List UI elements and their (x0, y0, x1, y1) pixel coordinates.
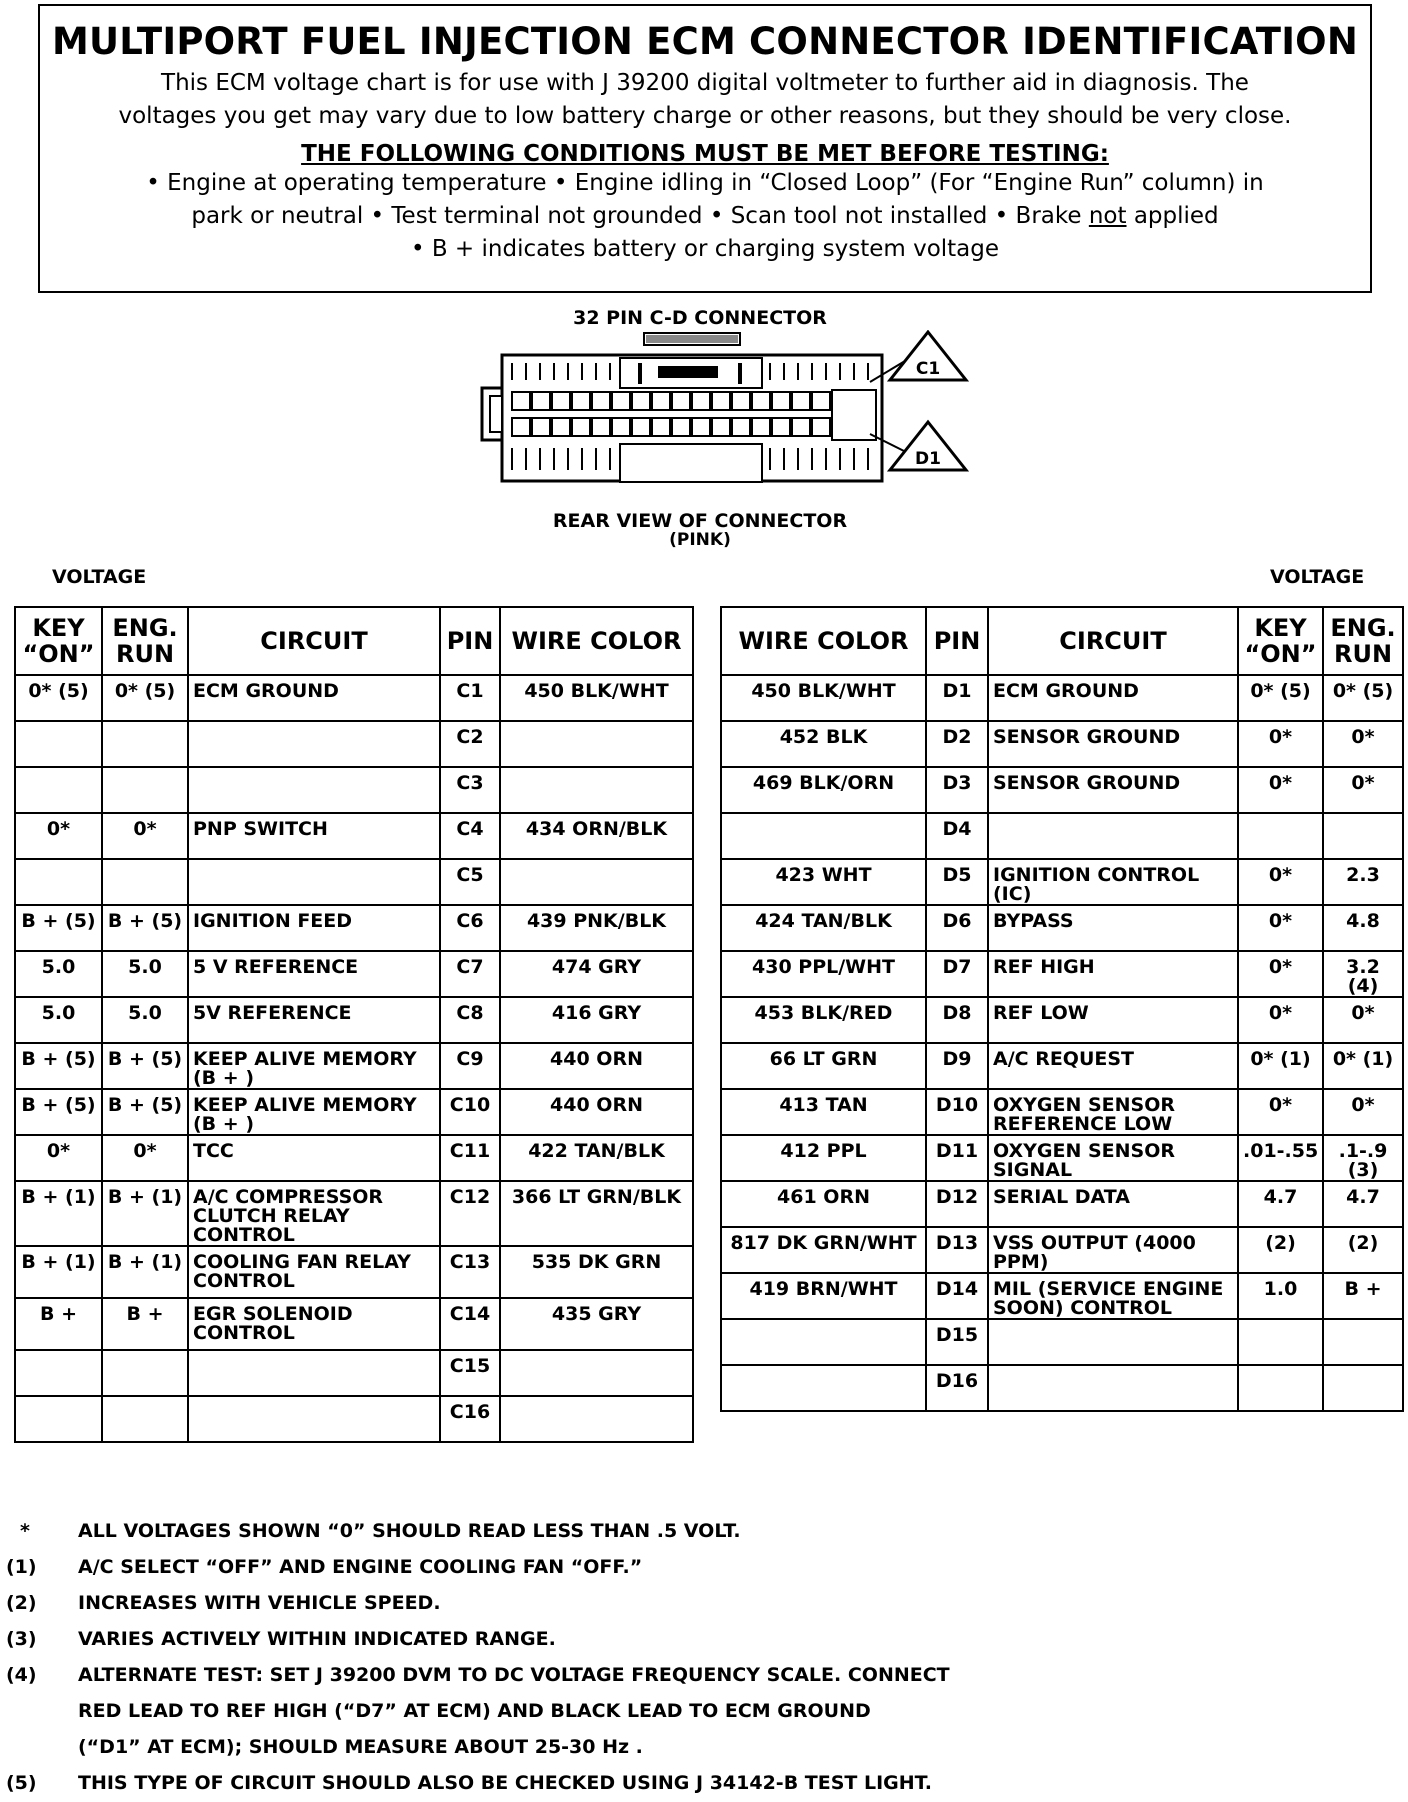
table-row (721, 1043, 1403, 1089)
pin-id: D14 (926, 1273, 988, 1319)
eng-run-voltage (1323, 1319, 1403, 1365)
key-on-voltage: B + (5) (15, 905, 102, 951)
pin-id: C11 (440, 1135, 500, 1181)
eng-run-voltage: 0* (5) (102, 675, 188, 721)
wire-color: 535 DK GRN (500, 1246, 693, 1298)
key-on-voltage: (2) (1238, 1227, 1323, 1273)
circuit-name (188, 721, 440, 767)
key-on-voltage: 0* (5) (1238, 675, 1323, 721)
key-on-voltage (1238, 1319, 1323, 1365)
eng-run-voltage: 0* (1323, 997, 1403, 1043)
header-pin: PIN (926, 607, 988, 675)
circuit-name: IGNITION CONTROL (IC) (988, 859, 1238, 905)
table-row (15, 767, 693, 813)
circuit-name: 5V REFERENCE (188, 997, 440, 1043)
wire-color: 416 GRY (500, 997, 693, 1043)
wire-color (721, 1319, 926, 1365)
circuit-name: REF HIGH (988, 951, 1238, 997)
pin-id: C6 (440, 905, 500, 951)
circuit-name (188, 767, 440, 813)
footnote-key: (2) (6, 1592, 37, 1614)
header-eng-run: ENG. RUN (102, 607, 188, 675)
wire-color: 434 ORN/BLK (500, 813, 693, 859)
footnote-text: VARIES ACTIVELY WITHIN INDICATED RANGE. (78, 1628, 556, 1650)
table-row (721, 859, 1403, 905)
circuit-name: SENSOR GROUND (988, 767, 1238, 813)
wire-color: 413 TAN (721, 1089, 926, 1135)
pin-id: C15 (440, 1350, 500, 1396)
wire-color: 450 BLK/WHT (500, 675, 693, 721)
pin-id: D6 (926, 905, 988, 951)
circuit-name: ECM GROUND (988, 675, 1238, 721)
c1-label: C1 (915, 359, 941, 379)
circuit-name: IGNITION FEED (188, 905, 440, 951)
eng-run-voltage: B + (5) (102, 1089, 188, 1135)
wire-color: 817 DK GRN/WHT (721, 1227, 926, 1273)
key-on-voltage: B + (15, 1298, 102, 1350)
eng-run-voltage: 0* (5) (1323, 675, 1403, 721)
pin-id: D10 (926, 1089, 988, 1135)
not-underlined: not (1088, 203, 1127, 229)
circuit-name (188, 1350, 440, 1396)
intro-line-1: This ECM voltage chart is for use with J 39200 digital voltmeter to further aid in diagnosis. The (161, 70, 1249, 96)
eng-run-voltage (102, 859, 188, 905)
key-on-voltage: 0* (5) (15, 675, 102, 721)
footnote-text: ALL VOLTAGES SHOWN “0” SHOULD READ LESS THAN .5 VOLT. (78, 1520, 741, 1542)
circuit-name (988, 1365, 1238, 1411)
wire-color (500, 859, 693, 905)
rear-view-label: REAR VIEW OF CONNECTOR (552, 510, 848, 532)
c-connector-table (14, 606, 694, 1443)
circuit-name: TCC (188, 1135, 440, 1181)
eng-run-voltage: 0* (102, 813, 188, 859)
table-row (721, 1089, 1403, 1135)
footnote-text: ALTERNATE TEST: SET J 39200 DVM TO DC VOLTAGE FREQUENCY SCALE. CONNECT (78, 1664, 950, 1686)
key-on-voltage: B + (1) (15, 1246, 102, 1298)
circuit-name: 5 V REFERENCE (188, 951, 440, 997)
eng-run-voltage (102, 721, 188, 767)
eng-run-voltage: (2) (1323, 1227, 1403, 1273)
table-row (15, 1350, 693, 1396)
eng-run-voltage: B + (102, 1298, 188, 1350)
wire-color: 461 ORN (721, 1181, 926, 1227)
pin-id: C8 (440, 997, 500, 1043)
table-row (15, 1089, 693, 1135)
eng-run-voltage: 0* (1) (1323, 1043, 1403, 1089)
footnote-text: INCREASES WITH VEHICLE SPEED. (78, 1592, 441, 1614)
table-row (15, 721, 693, 767)
eng-run-voltage: .1-.9 (3) (1323, 1135, 1403, 1181)
footnote-text: (“D1” AT ECM); SHOULD MEASURE ABOUT 25-30 Hz . (78, 1736, 643, 1758)
circuit-name: KEEP ALIVE MEMORY (B + ) (188, 1043, 440, 1089)
pin-id: D7 (926, 951, 988, 997)
key-on-voltage: 0* (1238, 905, 1323, 951)
wire-color: 424 TAN/BLK (721, 905, 926, 951)
wire-color (500, 721, 693, 767)
header-wire-color: WIRE COLOR (500, 607, 693, 675)
key-on-voltage: .01-.55 (1238, 1135, 1323, 1181)
table-row (721, 905, 1403, 951)
table-row (721, 675, 1403, 721)
table-row (721, 1319, 1403, 1365)
circuit-name: ECM GROUND (188, 675, 440, 721)
terminal-row-c (512, 392, 830, 410)
header-key-on: KEY “ON” (1238, 607, 1323, 675)
eng-run-voltage: 4.8 (1323, 905, 1403, 951)
table-row (15, 1246, 693, 1298)
circuit-name (988, 813, 1238, 859)
wire-color (500, 1350, 693, 1396)
pin-id: D2 (926, 721, 988, 767)
pin-id: D12 (926, 1181, 988, 1227)
connector-color: (PINK) (669, 530, 731, 550)
pin-id: C13 (440, 1246, 500, 1298)
wire-color (721, 813, 926, 859)
pin-id: C2 (440, 721, 500, 767)
condition-line-3: • B + indicates battery or charging system voltage (410, 236, 1000, 262)
key-on-voltage: 0* (1238, 767, 1323, 813)
footnote-key: (5) (6, 1772, 37, 1794)
connector-caption (530, 512, 870, 550)
page-title: MULTIPORT FUEL INJECTION ECM CONNECTOR IDENTIFICATION (52, 20, 1358, 63)
footnote-key: (1) (6, 1556, 37, 1578)
eng-run-voltage: 0* (1323, 767, 1403, 813)
pin-id: C4 (440, 813, 500, 859)
wire-color: 66 LT GRN (721, 1043, 926, 1089)
key-on-voltage (15, 721, 102, 767)
pin-id: D3 (926, 767, 988, 813)
header-circuit: CIRCUIT (988, 607, 1238, 675)
pin-id: C3 (440, 767, 500, 813)
header-circuit: CIRCUIT (188, 607, 440, 675)
table-row (721, 1181, 1403, 1227)
key-on-voltage: 0* (1238, 859, 1323, 905)
pin-id: C9 (440, 1043, 500, 1089)
eng-run-voltage: 0* (1323, 721, 1403, 767)
table-row (721, 951, 1403, 997)
eng-run-voltage: 5.0 (102, 997, 188, 1043)
pin-id: D15 (926, 1319, 988, 1365)
wire-color: 439 PNK/BLK (500, 905, 693, 951)
eng-run-voltage (102, 767, 188, 813)
key-on-voltage: 0* (1238, 1089, 1323, 1135)
eng-run-voltage: 0* (1323, 1089, 1403, 1135)
pin-id: D5 (926, 859, 988, 905)
header-eng-run: ENG. RUN (1323, 607, 1403, 675)
key-on-voltage: 4.7 (1238, 1181, 1323, 1227)
circuit-name (188, 1396, 440, 1442)
eng-run-voltage: B + (5) (102, 1043, 188, 1089)
table-row (15, 997, 693, 1043)
d-connector-table (720, 606, 1404, 1412)
wire-color: 440 ORN (500, 1043, 693, 1089)
table-row (721, 1273, 1403, 1319)
table-row (15, 951, 693, 997)
pin-id: D8 (926, 997, 988, 1043)
wire-color: 452 BLK (721, 721, 926, 767)
key-on-voltage: B + (5) (15, 1043, 102, 1089)
footnote-key: (3) (6, 1628, 37, 1650)
eng-run-voltage (1323, 813, 1403, 859)
circuit-name: SENSOR GROUND (988, 721, 1238, 767)
pin-id: C14 (440, 1298, 500, 1350)
voltage-label-left: VOLTAGE (52, 566, 147, 588)
pin-id: C12 (440, 1181, 500, 1246)
table-row (15, 675, 693, 721)
intro-line-2: voltages you get may vary due to low battery charge or other reasons, but they should be very close. (118, 103, 1292, 129)
key-on-voltage: 0* (1238, 997, 1323, 1043)
key-on-voltage: 0* (1238, 721, 1323, 767)
connector-diagram (470, 330, 980, 500)
pin-id: D4 (926, 813, 988, 859)
key-on-voltage: B + (5) (15, 1089, 102, 1135)
circuit-name: PNP SWITCH (188, 813, 440, 859)
eng-run-voltage: 2.3 (1323, 859, 1403, 905)
table-row (721, 1135, 1403, 1181)
circuit-name: A/C COMPRESSOR CLUTCH RELAY CONTROL (188, 1181, 440, 1246)
table-row (15, 813, 693, 859)
wire-color: 474 GRY (500, 951, 693, 997)
footnote-text: THIS TYPE OF CIRCUIT SHOULD ALSO BE CHECKED USING J 34142-B TEST LIGHT. (78, 1772, 932, 1794)
key-on-voltage: 0* (1238, 951, 1323, 997)
table-row (721, 767, 1403, 813)
table-row (721, 1227, 1403, 1273)
key-on-voltage: 5.0 (15, 997, 102, 1043)
circuit-name: OXYGEN SENSOR REFERENCE LOW (988, 1089, 1238, 1135)
key-on-voltage: 0* (15, 1135, 102, 1181)
wire-color: 430 PPL/WHT (721, 951, 926, 997)
key-on-voltage (15, 1350, 102, 1396)
circuit-name: EGR SOLENOID CONTROL (188, 1298, 440, 1350)
eng-run-voltage (102, 1350, 188, 1396)
table-row (15, 1043, 693, 1089)
eng-run-voltage (1323, 1365, 1403, 1411)
circuit-name: KEEP ALIVE MEMORY (B + ) (188, 1089, 440, 1135)
eng-run-voltage: B + (1) (102, 1246, 188, 1298)
connector-title: 32 PIN C-D CONNECTOR (573, 307, 827, 329)
wire-color: 366 LT GRN/BLK (500, 1181, 693, 1246)
pin-id: C5 (440, 859, 500, 905)
footnote-key: (4) (6, 1664, 37, 1686)
wire-color: 450 BLK/WHT (721, 675, 926, 721)
pin-id: D9 (926, 1043, 988, 1089)
eng-run-voltage: 3.2 (4) (1323, 951, 1403, 997)
table-row (721, 813, 1403, 859)
wire-color: 422 TAN/BLK (500, 1135, 693, 1181)
key-on-voltage: 5.0 (15, 951, 102, 997)
wire-color: 419 BRN/WHT (721, 1273, 926, 1319)
pin-id: C10 (440, 1089, 500, 1135)
pin-id: C1 (440, 675, 500, 721)
eng-run-voltage: 5.0 (102, 951, 188, 997)
wire-color: 412 PPL (721, 1135, 926, 1181)
table-row (15, 859, 693, 905)
wire-color: 423 WHT (721, 859, 926, 905)
eng-run-voltage: 4.7 (1323, 1181, 1403, 1227)
circuit-name (988, 1319, 1238, 1365)
pin-id: D16 (926, 1365, 988, 1411)
key-on-voltage (1238, 813, 1323, 859)
footnote-text: A/C SELECT “OFF” AND ENGINE COOLING FAN “OFF.” (78, 1556, 643, 1578)
key-on-voltage: 0* (1) (1238, 1043, 1323, 1089)
circuit-name: OXYGEN SENSOR SIGNAL (988, 1135, 1238, 1181)
wire-color (500, 767, 693, 813)
circuit-name: VSS OUTPUT (4000 PPM) (988, 1227, 1238, 1273)
key-on-voltage: B + (1) (15, 1181, 102, 1246)
header-wire-color: WIRE COLOR (721, 607, 926, 675)
key-on-voltage (15, 1396, 102, 1442)
wire-color: 435 GRY (500, 1298, 693, 1350)
terminal-row-d (512, 418, 830, 436)
condition-line-2: park or neutral • Test terminal not grounded • Scan tool not installed • Brake not applied (191, 203, 1219, 229)
table-row (721, 997, 1403, 1043)
wire-color: 453 BLK/RED (721, 997, 926, 1043)
circuit-name: BYPASS (988, 905, 1238, 951)
wire-color: 440 ORN (500, 1089, 693, 1135)
eng-run-voltage (102, 1396, 188, 1442)
key-on-voltage: 1.0 (1238, 1273, 1323, 1319)
conditions-title: THE FOLLOWING CONDITIONS MUST BE MET BEFORE TESTING: (301, 141, 1109, 167)
table-row (721, 1365, 1403, 1411)
key-on-voltage: 0* (15, 813, 102, 859)
table-row (15, 1298, 693, 1350)
header-box (38, 4, 1372, 293)
wire-color: 469 BLK/ORN (721, 767, 926, 813)
key-on-voltage (15, 859, 102, 905)
circuit-name (188, 859, 440, 905)
table-row (15, 905, 693, 951)
key-on-voltage (15, 767, 102, 813)
pin-id: C16 (440, 1396, 500, 1442)
circuit-name: MIL (SERVICE ENGINE SOON) CONTROL (988, 1273, 1238, 1319)
circuit-name: SERIAL DATA (988, 1181, 1238, 1227)
footnote-key: * (20, 1520, 30, 1542)
condition-line-1: • Engine at operating temperature • Engine idling in “Closed Loop” (For “Engine Run” column) in (146, 170, 1264, 196)
table-row (15, 1181, 693, 1246)
d1-label: D1 (915, 449, 941, 469)
eng-run-voltage: B + (5) (102, 905, 188, 951)
voltage-label-right: VOLTAGE (1270, 566, 1365, 588)
pin-id: D1 (926, 675, 988, 721)
table-row (15, 1135, 693, 1181)
table-row (721, 721, 1403, 767)
pin-id: C7 (440, 951, 500, 997)
wire-color (500, 1396, 693, 1442)
eng-run-voltage: B + (1) (102, 1181, 188, 1246)
circuit-name: COOLING FAN RELAY CONTROL (188, 1246, 440, 1298)
circuit-name: REF LOW (988, 997, 1238, 1043)
eng-run-voltage: 0* (102, 1135, 188, 1181)
wire-color (721, 1365, 926, 1411)
footnote-text: RED LEAD TO REF HIGH (“D7” AT ECM) AND BLACK LEAD TO ECM GROUND (78, 1700, 871, 1722)
header-key-on: KEY “ON” (15, 607, 102, 675)
circuit-name: A/C REQUEST (988, 1043, 1238, 1089)
pin-id: D11 (926, 1135, 988, 1181)
pin-id: D13 (926, 1227, 988, 1273)
eng-run-voltage: B + (1323, 1273, 1403, 1319)
key-on-voltage (1238, 1365, 1323, 1411)
header-pin: PIN (440, 607, 500, 675)
table-row (15, 1396, 693, 1442)
